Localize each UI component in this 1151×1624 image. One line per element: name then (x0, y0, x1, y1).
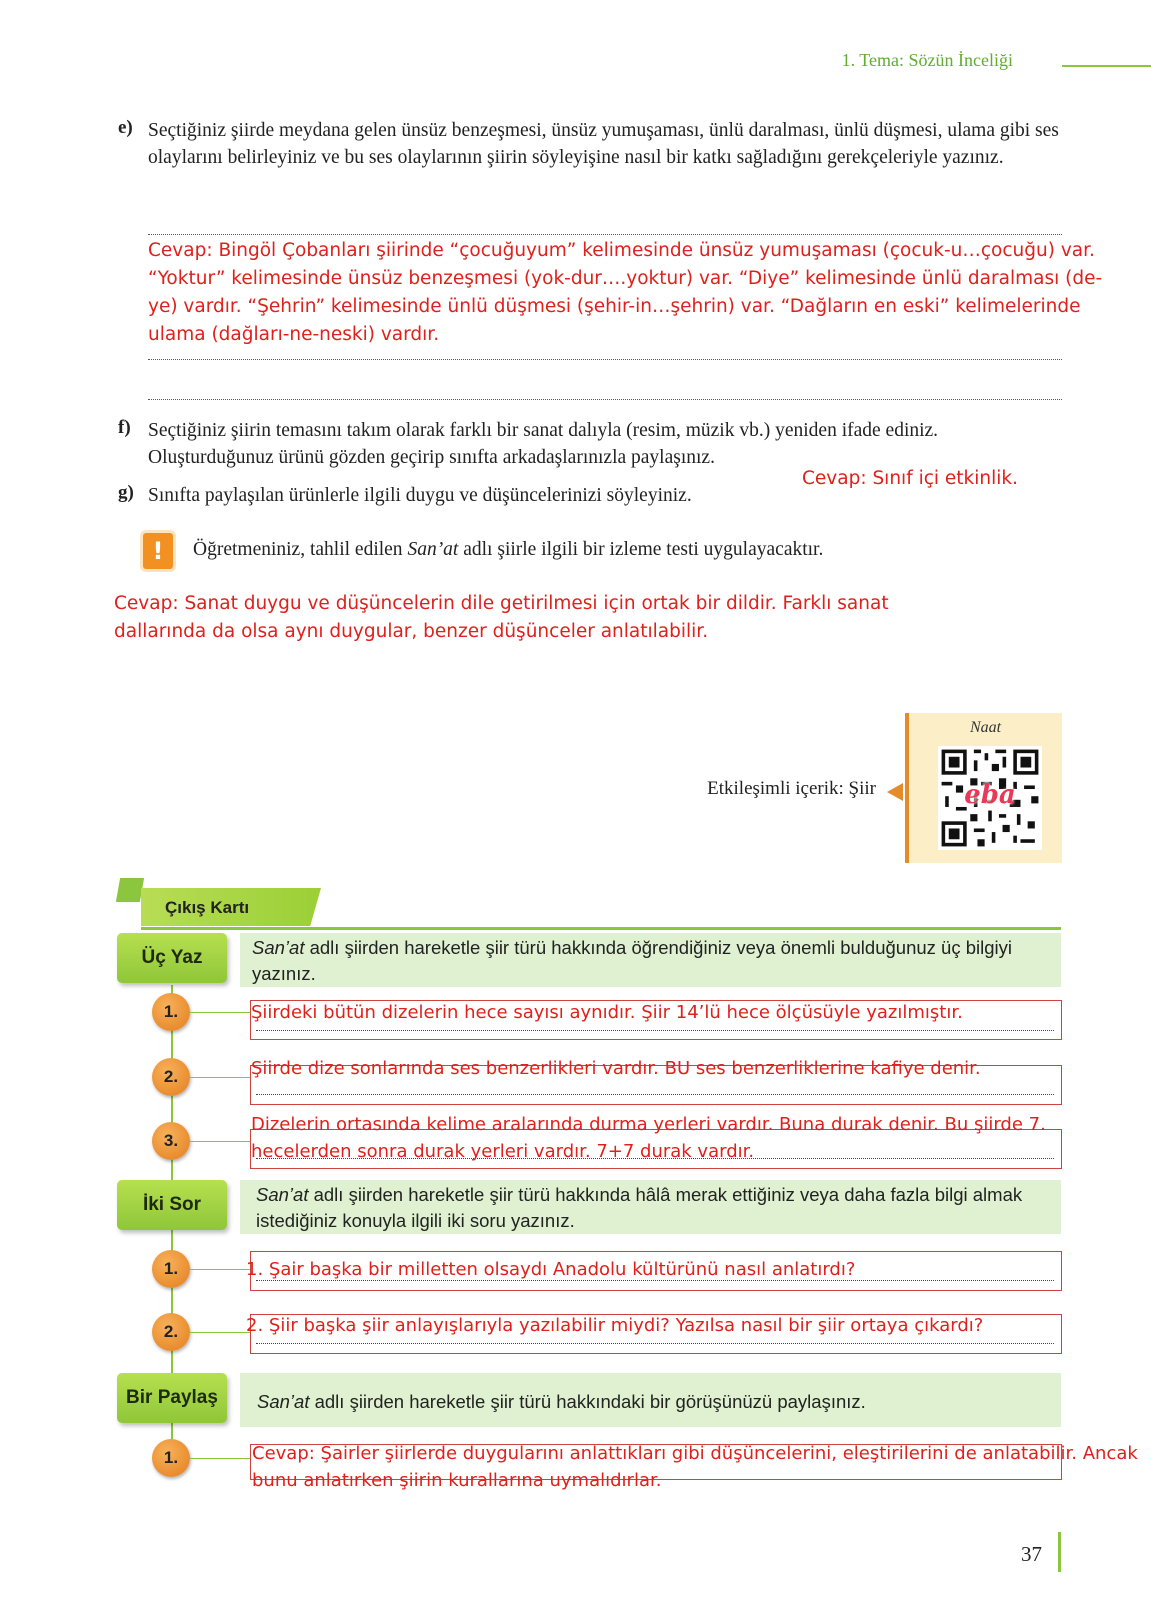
answer-line (256, 1343, 1054, 1344)
item-answer: Şiirde dize sonlarında ses benzerlikleri vardır. BU ses benzerliklerine kafiye denir. (251, 1058, 981, 1079)
exit-card-rule (141, 927, 1061, 930)
answer-line (148, 234, 1062, 235)
question-e-answer: Cevap: Bingöl Çobanları şiirinde “çocuğuyum” kelimesinde ünsüz yumuşaması (çocuk-u…çocuğu) var. “Yoktur” kelimesinde ünsüz benzeşmesi (yok-dur….yoktur) var. “Diye” kelimesinde ünlü daralması (de-ye) vardır. “Şehrin” kelimesinde ünlü düşmesi (şehir-in…şehrin) var. “Dağların en eski” kelimelerinde ulama (dağları-ne-neski) vardır. (148, 240, 1103, 345)
connector-line (190, 1077, 250, 1078)
section-label-iki-sor: İki Sor (117, 1180, 227, 1230)
qr-card-title: Naat (969, 719, 1002, 736)
item-number-badge: 1. (152, 1439, 190, 1477)
item-answer: 2. Şiir başka şiir anlayışlarıyla yazılabilir miydi? Yazılsa nasıl bir şiir ortaya çıkardı? (246, 1315, 984, 1336)
question-f-text: Seçtiğiniz şiirin temasını takım olarak farklı bir sanat dalıyla (resim, müzik vb.) yeniden ifade ediniz. Oluşturduğunuz ürünü gözden geçirip sınıfta arkadaşlarınızla paylaşınız. (148, 420, 939, 468)
connector-line (190, 1141, 250, 1142)
item-answer: Cevap: Şairler şiirlerde duygularını anlattıkları gibi düşüncelerini, eleştirilerini de anlatabilir. Ancak bunu anlatırken şiirin kurallarına uymalıdırlar. (252, 1443, 1138, 1491)
question-f-letter: f) (118, 417, 131, 438)
section-prompt: San’at adlı şiirden hareketle şiir türü hakkında öğrendiğiniz veya önemli bulduğunuz üç bilgiyi yazınız. (252, 937, 1012, 984)
section-label-uc-yaz: Üç Yaz (117, 933, 227, 983)
answer-line (256, 1030, 1054, 1031)
question-e-text: Seçtiğiniz şiirde meydana gelen ünsüz benzeşmesi, ünsüz yumuşaması, ünlü daralması, ünlü düşmesi, ulama gibi ses olaylarını belirleyiniz ve bu ses olaylarının şiirin söyleyişine nasıl bir katkı sağladığını gerekçeleriyle yazınız. (148, 120, 1059, 168)
answer-line (148, 399, 1062, 400)
section-label-bir-paylas: Bir Paylaş (117, 1373, 227, 1423)
question-g-text: Sınıfta paylaşılan ürünlerle ilgili duygu ve düşüncelerinizi söyleyiniz. (148, 485, 692, 506)
section-prompt: San’at adlı şiirden hareketle şiir türü hakkında hâlâ merak ettiğiniz veya daha fazla bilgi almak istediğiniz konuyla ilgili iki soru yazınız. (256, 1184, 1023, 1231)
page-number: 37 (1021, 1542, 1042, 1566)
general-answer: Cevap: Sanat duygu ve düşüncelerin dile getirilmesi için ortak bir dildir. Farklı sanat dallarında da olsa aynı duygular, benzer düşünceler anlatılabilir. (114, 593, 889, 642)
connector-line (190, 1012, 250, 1013)
interactive-content-label: Etkileşimli içerik: Şiir (707, 778, 876, 799)
question-e-letter: e) (118, 117, 133, 138)
eba-logo: eba (964, 780, 1016, 810)
header-rule (1062, 65, 1151, 67)
item-number-badge: 1. (152, 993, 190, 1031)
arrow-left-icon (887, 783, 903, 801)
item-number-badge: 1. (152, 1250, 190, 1288)
connector-line (190, 1269, 250, 1270)
question-g-letter: g) (118, 482, 134, 503)
connector-line (190, 1458, 250, 1459)
connector-line (171, 1222, 173, 1377)
answer-line (148, 359, 1062, 360)
item-answer: 1. Şair başka bir milletten olsaydı Anadolu kültürünü nasıl anlatırdı? (246, 1259, 856, 1280)
exit-card-title: Çıkış Kartı (165, 898, 250, 917)
item-number-badge: 3. (152, 1122, 190, 1160)
item-number-badge: 2. (152, 1058, 190, 1096)
question-g-answer: Cevap: Sınıf içi etkinlik. (802, 468, 1019, 489)
answer-line (256, 1094, 1054, 1095)
item-answer: Şiirdeki bütün dizelerin hece sayısı aynıdır. Şiir 14’lü hece ölçüsüyle yazılmıştır. (251, 1002, 963, 1023)
card-tab-accent (116, 878, 144, 902)
connector-line (190, 1332, 250, 1333)
page-header-title: 1. Tema: Sözün İnceliği (841, 50, 1013, 70)
page-number-rule (1058, 1532, 1061, 1572)
warning-icon: ! (143, 533, 173, 569)
notice-text: Öğretmeniniz, tahlil edilen San’at adlı şiirle ilgili bir izleme testi uygulayacaktır. (193, 539, 824, 560)
item-answer: Dizelerin ortasında kelime aralarında durma yerleri vardır. Buna durak denir. Bu şiirde 7. hecelerden sonra durak yerleri vardır. 7+7 durak vardır. (251, 1114, 1046, 1162)
qr-code[interactable] (938, 746, 1042, 850)
qr-card[interactable] (905, 713, 1062, 863)
item-number-badge: 2. (152, 1313, 190, 1351)
section-prompt: San’at adlı şiirden hareketle şiir türü hakkındaki bir görüşünüzü paylaşınız. (257, 1391, 866, 1412)
